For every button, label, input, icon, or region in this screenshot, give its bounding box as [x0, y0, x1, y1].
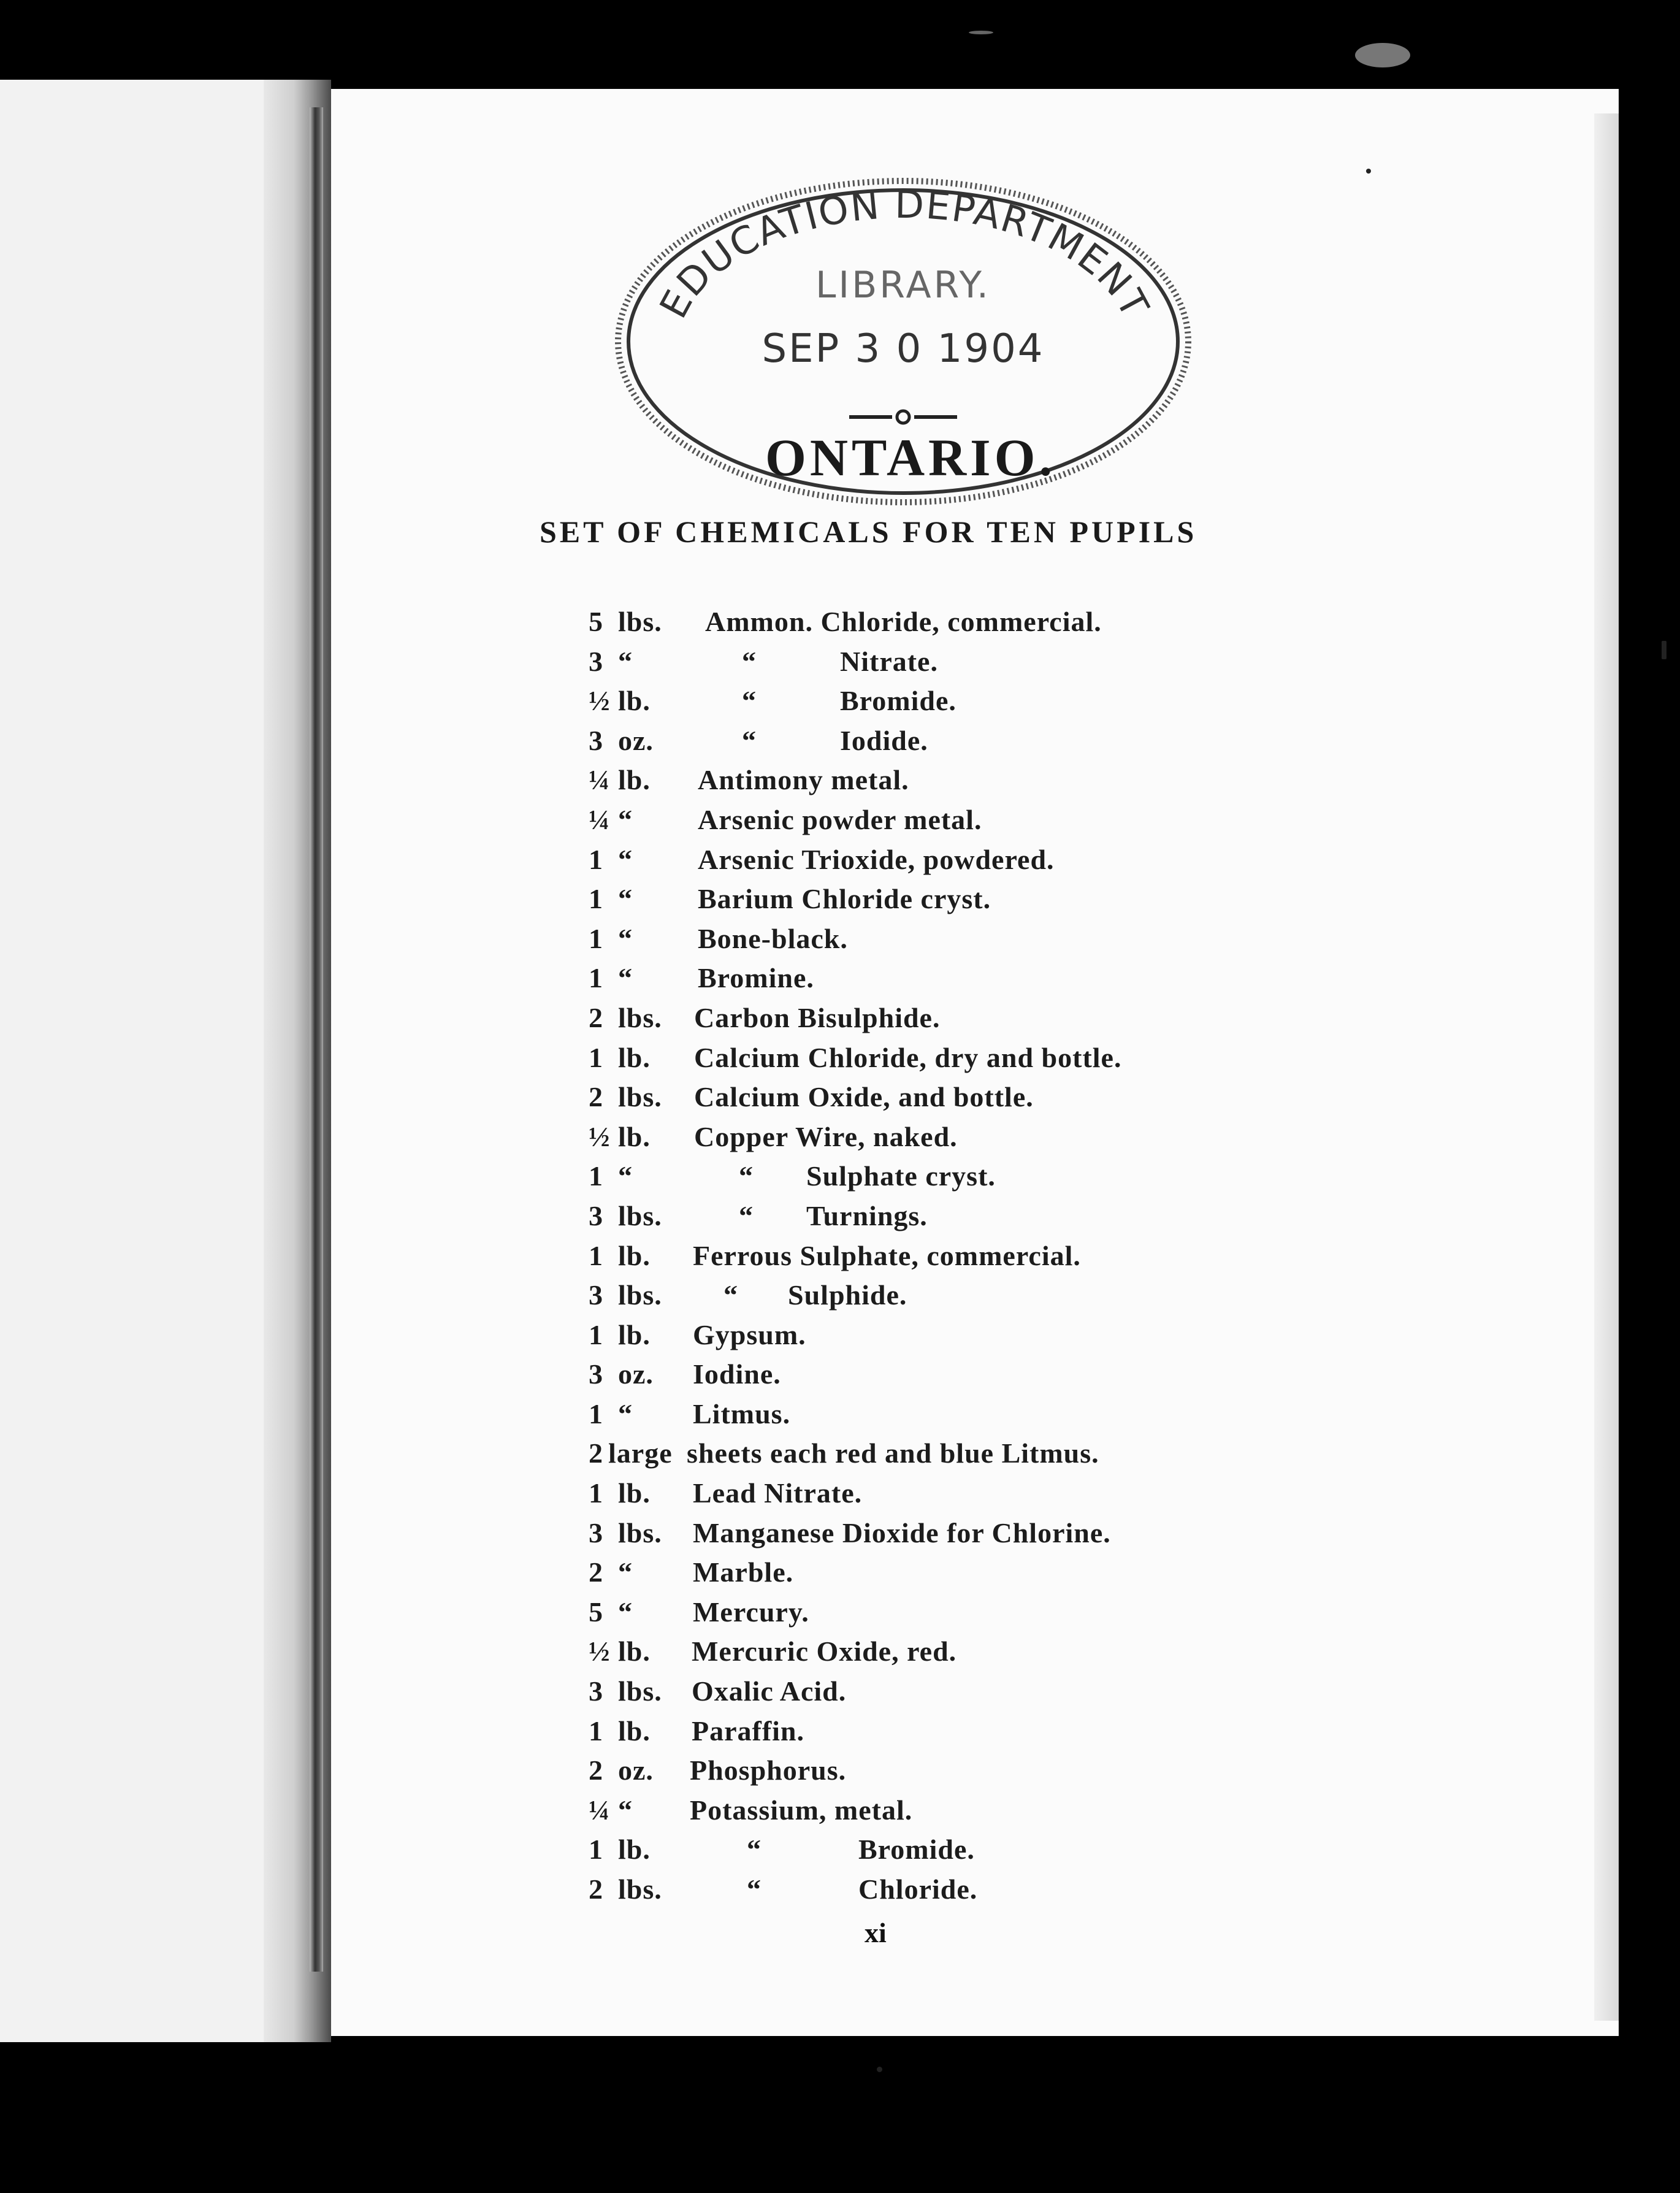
- list-item: [589, 1791, 1508, 1831]
- item-unit: lbs.: [618, 1200, 662, 1231]
- item-ditto-mark: “: [739, 1200, 754, 1231]
- item-quantity: 1: [589, 1318, 603, 1350]
- list-item: [589, 1117, 1508, 1157]
- list-item: [589, 642, 1508, 682]
- item-ditto-mark: “: [742, 685, 757, 717]
- item-name: Turnings.: [806, 1200, 928, 1231]
- item-name: Potassium, metal.: [690, 1794, 913, 1826]
- list-item: [589, 1751, 1508, 1791]
- item-quantity: 1: [589, 1398, 603, 1429]
- item-unit: lbs.: [618, 1081, 662, 1113]
- item-quantity: 1: [589, 883, 603, 915]
- item-quantity: 1: [589, 843, 603, 875]
- item-unit: “: [618, 803, 633, 835]
- item-quantity: 1: [589, 1715, 603, 1747]
- item-unit: “: [618, 843, 633, 875]
- left-page: [0, 80, 264, 2042]
- page-number: xi: [865, 1917, 887, 1948]
- item-unit: lbs.: [618, 606, 662, 637]
- item-unit: “: [618, 1794, 633, 1826]
- item-quantity: 1: [589, 962, 603, 994]
- item-quantity: ½: [589, 1120, 611, 1152]
- item-quantity: 2: [589, 1001, 603, 1033]
- item-unit: lbs.: [618, 1873, 662, 1905]
- item-name: Barium Chloride cryst.: [698, 883, 991, 915]
- item-quantity: ¼: [589, 803, 611, 835]
- item-quantity: 2: [589, 1755, 603, 1786]
- list-item: [589, 1712, 1508, 1751]
- list-item: [589, 1395, 1508, 1434]
- item-quantity: 3: [589, 1279, 603, 1311]
- item-unit: lbs.: [618, 1517, 662, 1548]
- item-unit: lb.: [618, 685, 651, 717]
- stamp-place: ONTARIO.: [765, 428, 1056, 487]
- list-item: [589, 1632, 1508, 1672]
- item-unit: lb.: [618, 1636, 651, 1667]
- item-unit: “: [618, 1160, 633, 1192]
- list-item: [589, 1434, 1508, 1474]
- item-quantity: 1: [589, 1834, 603, 1866]
- list-item: [589, 919, 1508, 959]
- item-name: Arsenic powder metal.: [698, 803, 982, 835]
- page-heading: SET OF CHEMICALS FOR TEN PUPILS: [540, 515, 1197, 549]
- gutter-line: [310, 107, 323, 1972]
- item-quantity: 3: [589, 645, 603, 677]
- item-name: Sulphide.: [788, 1279, 907, 1311]
- item-unit: lbs.: [618, 1279, 662, 1311]
- item-quantity: ¼: [589, 1794, 611, 1826]
- list-item: [589, 1236, 1508, 1276]
- item-quantity: 1: [589, 1160, 603, 1192]
- item-unit: oz.: [618, 724, 654, 756]
- item-quantity: 1: [589, 1041, 603, 1073]
- list-item: [589, 1276, 1508, 1315]
- item-quantity: 1: [589, 922, 603, 954]
- item-quantity: 5: [589, 606, 603, 637]
- item-name: Mercury.: [693, 1596, 809, 1628]
- item-unit: large: [608, 1437, 673, 1469]
- list-item: [589, 840, 1508, 880]
- stamp-line2: LIBRARY.: [815, 264, 991, 307]
- item-name: Iodine.: [693, 1358, 781, 1390]
- item-quantity: 3: [589, 1517, 603, 1548]
- item-name: Bromine.: [698, 962, 814, 994]
- item-name: Manganese Dioxide for Chlorine.: [693, 1517, 1111, 1548]
- item-quantity: ½: [589, 685, 611, 717]
- item-name: Calcium Oxide, and bottle.: [694, 1081, 1034, 1113]
- item-unit: lbs.: [618, 1675, 662, 1707]
- item-quantity: ¼: [589, 764, 611, 796]
- list-item: [589, 602, 1508, 642]
- list-item: [589, 1553, 1508, 1593]
- list-item: [589, 1593, 1508, 1632]
- item-name: Sulphate cryst.: [806, 1160, 996, 1192]
- item-name: Antimony metal.: [698, 764, 909, 796]
- item-name: Mercuric Oxide, red.: [692, 1636, 957, 1667]
- list-item: [589, 1196, 1508, 1236]
- item-quantity: 1: [589, 1477, 603, 1509]
- item-unit: “: [618, 1398, 633, 1429]
- list-item: [589, 1474, 1508, 1514]
- item-quantity: 3: [589, 1358, 603, 1390]
- list-item: [589, 1315, 1508, 1355]
- item-unit: “: [618, 883, 633, 915]
- item-unit: lb.: [618, 1239, 651, 1271]
- item-unit: lb.: [618, 1318, 651, 1350]
- item-name: Phosphorus.: [690, 1755, 847, 1786]
- item-unit: lb.: [618, 1834, 651, 1866]
- item-name: Iodide.: [840, 724, 928, 756]
- list-item: [589, 1038, 1508, 1078]
- item-unit: lb.: [618, 1477, 651, 1509]
- list-item: [589, 998, 1508, 1038]
- stamp-line1: EDUCATION DEPARTMENT: [651, 182, 1158, 326]
- item-ditto-mark: “: [747, 1873, 762, 1905]
- scan-speck: [877, 2067, 882, 2072]
- item-ditto-mark: “: [724, 1279, 738, 1311]
- item-unit: “: [618, 922, 633, 954]
- item-name: Copper Wire, naked.: [694, 1120, 958, 1152]
- list-item: [589, 1870, 1508, 1910]
- scan-speck: [1662, 641, 1667, 659]
- list-item: [589, 681, 1508, 721]
- item-ditto-mark: “: [742, 645, 757, 677]
- page-edge: [1594, 113, 1619, 2021]
- list-item: [589, 760, 1508, 800]
- item-quantity: ½: [589, 1636, 611, 1667]
- item-unit: lb.: [618, 1715, 651, 1747]
- list-item: [589, 1077, 1508, 1117]
- list-item: [589, 1355, 1508, 1395]
- list-item: [589, 1514, 1508, 1553]
- scan-speck: [1366, 169, 1371, 174]
- scan-artifact: [1355, 43, 1410, 67]
- list-item: [589, 1672, 1508, 1712]
- item-name: Carbon Bisulphide.: [694, 1001, 941, 1033]
- item-name: Bromide.: [858, 1834, 975, 1866]
- item-ditto-mark: “: [747, 1834, 762, 1866]
- list-item: [589, 1830, 1508, 1870]
- item-name: Nitrate.: [840, 645, 938, 677]
- stamp-date: SEP 3 0 1904: [762, 326, 1045, 372]
- item-quantity: 5: [589, 1596, 603, 1628]
- item-name: Chloride.: [858, 1873, 978, 1905]
- item-quantity: 1: [589, 1239, 603, 1271]
- item-name: Gypsum.: [693, 1318, 806, 1350]
- chemicals-list: [589, 602, 1508, 1910]
- list-item: [589, 959, 1508, 998]
- item-name: Arsenic Trioxide, powdered.: [698, 843, 1055, 875]
- item-ditto-mark: “: [742, 724, 757, 756]
- library-stamp: [610, 175, 1196, 509]
- scan-artifact: [969, 31, 993, 34]
- item-unit: lbs.: [618, 1001, 662, 1033]
- item-name: Ammon. Chloride, commercial.: [705, 606, 1102, 637]
- item-quantity: 3: [589, 1675, 603, 1707]
- item-name: Marble.: [693, 1556, 794, 1588]
- item-name: sheets each red and blue Litmus.: [687, 1437, 1099, 1469]
- item-quantity: 2: [589, 1437, 603, 1469]
- item-quantity: 3: [589, 724, 603, 756]
- item-name: Litmus.: [693, 1398, 791, 1429]
- item-ditto-mark: “: [739, 1160, 754, 1192]
- item-name: Bromide.: [840, 685, 956, 717]
- item-unit: lb.: [618, 1041, 651, 1073]
- item-unit: “: [618, 962, 633, 994]
- item-name: Paraffin.: [692, 1715, 805, 1747]
- item-quantity: 2: [589, 1556, 603, 1588]
- item-unit: oz.: [618, 1755, 654, 1786]
- item-name: Lead Nitrate.: [693, 1477, 863, 1509]
- item-name: Bone-black.: [698, 922, 848, 954]
- item-name: Calcium Chloride, dry and bottle.: [694, 1041, 1122, 1073]
- list-item: [589, 800, 1508, 840]
- item-unit: “: [618, 645, 633, 677]
- list-item: [589, 879, 1508, 919]
- item-unit: lb.: [618, 1120, 651, 1152]
- item-quantity: 2: [589, 1873, 603, 1905]
- item-name: Oxalic Acid.: [692, 1675, 847, 1707]
- item-quantity: 3: [589, 1200, 603, 1231]
- item-unit: “: [618, 1596, 633, 1628]
- item-quantity: 2: [589, 1081, 603, 1113]
- item-unit: “: [618, 1556, 633, 1588]
- list-item: [589, 1157, 1508, 1196]
- item-name: Ferrous Sulphate, commercial.: [693, 1239, 1081, 1271]
- list-item: [589, 721, 1508, 761]
- item-unit: lb.: [618, 764, 651, 796]
- item-unit: oz.: [618, 1358, 654, 1390]
